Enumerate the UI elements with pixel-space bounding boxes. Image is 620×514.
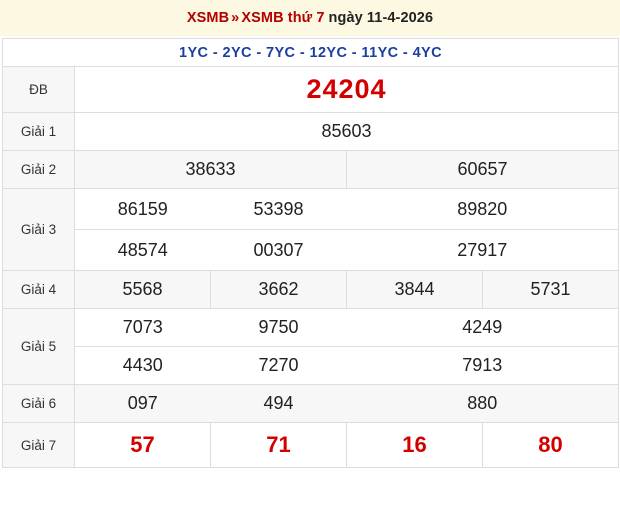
- g4-number-0: 5568: [75, 271, 211, 309]
- db-number-0: 24204: [75, 67, 619, 113]
- g3-number-1: 53398: [211, 189, 347, 230]
- g4-number-2: 3844: [347, 271, 483, 309]
- g5-number-2: 4249: [347, 309, 619, 347]
- g4-number-3: 5731: [483, 271, 619, 309]
- g1-number-0: 85603: [75, 113, 619, 151]
- g3-number-3: 48574: [75, 230, 211, 271]
- table-row-g7: [3, 423, 619, 468]
- g2-number-0: 38633: [75, 151, 347, 189]
- g7-number-2: 16: [347, 423, 483, 468]
- g4-number-1: 3662: [211, 271, 347, 309]
- table-row-g3b: [3, 230, 619, 271]
- table-row-g6: [3, 385, 619, 423]
- row-label-db: ĐB: [3, 67, 75, 113]
- row-label-g6: Giải 6: [3, 385, 75, 423]
- page-header: [0, 0, 620, 36]
- g7-number-0: 57: [75, 423, 211, 468]
- subtitle-text: 1YC - 2YC - 7YC - 12YC - 11YC - 4YC: [3, 39, 619, 67]
- g3-number-0: 86159: [75, 189, 211, 230]
- table-row-g4: [3, 271, 619, 309]
- table-row-g2: [3, 151, 619, 189]
- row-label-g7: Giải 7: [3, 423, 75, 468]
- row-label-g2: Giải 2: [3, 151, 75, 189]
- row-label-g1: Giải 1: [3, 113, 75, 151]
- row-label-g4: Giải 4: [3, 271, 75, 309]
- g7-number-3: 80: [483, 423, 619, 468]
- g7-number-1: 71: [211, 423, 347, 468]
- header-site-link[interactable]: XSMB: [186, 10, 230, 26]
- header-separator: »: [231, 10, 240, 26]
- g6-number-2: 880: [347, 385, 619, 423]
- g3-number-5: 27917: [347, 230, 619, 271]
- g5-number-3: 4430: [75, 347, 211, 385]
- table-row-g5b: [3, 347, 619, 385]
- header-day-link[interactable]: XSMB thứ 7: [241, 10, 325, 26]
- g6-number-1: 494: [211, 385, 347, 423]
- g3-number-4: 00307: [211, 230, 347, 271]
- g2-number-1: 60657: [347, 151, 619, 189]
- table-row-db: [3, 67, 619, 113]
- g5-number-5: 7913: [347, 347, 619, 385]
- row-label-g5: Giải 5: [3, 309, 75, 385]
- table-row-g3a: [3, 189, 619, 230]
- lottery-results-table: [2, 38, 619, 468]
- row-label-g3: Giải 3: [3, 189, 75, 271]
- g5-number-4: 7270: [211, 347, 347, 385]
- table-row-g1: [3, 113, 619, 151]
- g3-number-2: 89820: [347, 189, 619, 230]
- subtitle-row: [3, 39, 619, 67]
- g6-number-0: 097: [75, 385, 211, 423]
- table-row-g5a: [3, 309, 619, 347]
- g5-number-0: 7073: [75, 309, 211, 347]
- header-date: ngày 11-4-2026: [328, 10, 434, 26]
- g5-number-1: 9750: [211, 309, 347, 347]
